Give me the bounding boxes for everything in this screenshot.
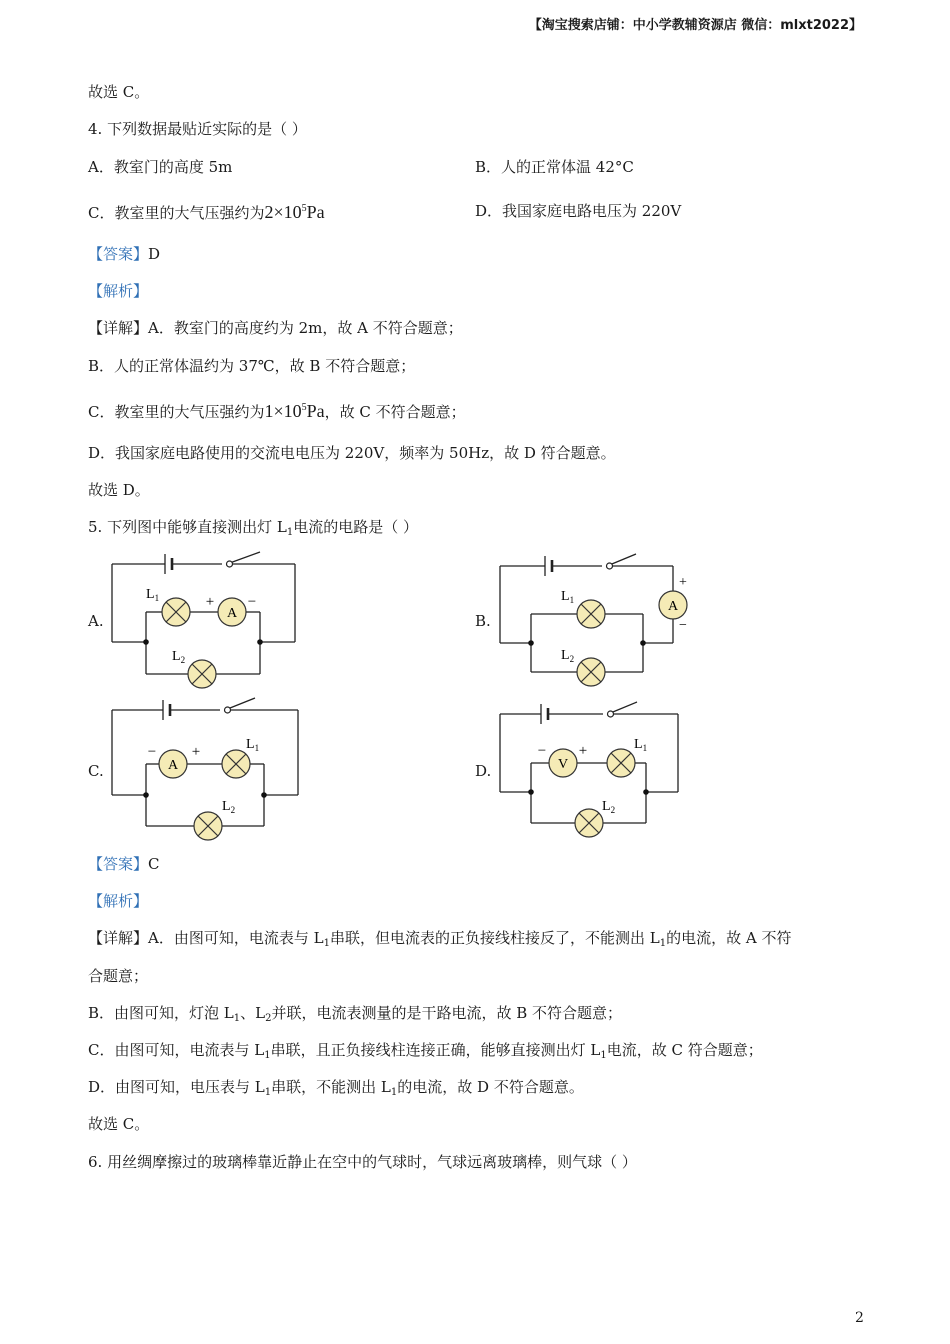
lamp-l1-icon — [577, 600, 605, 628]
switch-pivot-icon — [225, 707, 231, 713]
ammeter-bottom-terminal-sign: − — [679, 618, 687, 633]
lamp-l1-label: $L_1$ — [561, 589, 575, 605]
lamp-l1-icon — [222, 750, 250, 778]
lamp-l1-label: $L_1$ — [246, 737, 260, 753]
lamp-l2-label: $L_2$ — [222, 799, 236, 815]
q4-answer: 【答案】D — [88, 245, 161, 263]
page-header: 【淘宝搜索店铺：中小学教辅资源店 微信：mlxt2022】 — [528, 18, 862, 33]
switch-pivot-icon — [227, 561, 233, 567]
q4-stem: 4. 下列数据最贴近实际的是（ ） — [88, 120, 307, 138]
q5-conclusion: 故选 C。 — [88, 1115, 150, 1133]
q4-conclusion: 故选 D。 — [88, 481, 150, 499]
q4-detail-b: B．人的正常体温约为 37℃，故 B 不符合题意； — [88, 357, 416, 375]
ammeter-left-terminal-sign: + — [205, 594, 215, 610]
q6-stem: 6. 用丝绸摩擦过的玻璃棒靠近静止在空中的气球时，气球远离玻璃棒，则气球（ ） — [88, 1153, 637, 1171]
lamp-l1-label: $L_1$ — [146, 587, 160, 603]
q4-detail-a: 【详解】A．教室门的高度约为 2m，故 A 不符合题意； — [88, 319, 463, 337]
lamp-l1-icon — [607, 749, 635, 777]
figure-c-label: C. — [88, 762, 104, 780]
figure-a-circuit — [100, 548, 310, 693]
q5-detail-b: B．由图可知，灯泡 $L_1$、$L_2$并联，电流表测量的是干路电流，故 B 不符合题意； — [88, 1004, 623, 1024]
ammeter-right-terminal-sign: + — [191, 744, 201, 760]
lamp-l2-label: $L_2$ — [561, 648, 575, 664]
lamp-l2-icon — [194, 812, 222, 840]
ammeter-right-terminal-sign: − — [247, 594, 257, 610]
ammeter-left-terminal-sign: − — [147, 744, 157, 760]
q4-option-c-formula: $2\times 10^5Pa$ — [264, 202, 325, 222]
figure-b-circuit — [490, 548, 700, 693]
figure-c-circuit — [100, 692, 310, 837]
ammeter-icon — [159, 750, 187, 778]
q4-option-c-text: C．教室里的大气压强约为 — [88, 204, 265, 222]
q5-detail-c: C．由图可知，电流表与 $L_1$串联，且正负接线柱连接正确，能够直接测出灯 $L_1$电流，故 C 符合题意； — [88, 1041, 763, 1061]
lamp-l2-label: $L_2$ — [172, 649, 186, 665]
q4-option-b: B．人的正常体温 42°C — [475, 158, 634, 176]
ammeter-top-terminal-sign: + — [679, 575, 687, 590]
q5-stem: 5. 下列图中能够直接测出灯 $L_1$电流的电路是（ ） — [88, 518, 418, 538]
figure-b-label: B. — [475, 612, 491, 630]
lamp-l2-label: $L_2$ — [602, 799, 616, 815]
q4-option-a: A．教室门的高度 5m — [88, 158, 233, 176]
q3-conclusion: 故选 C。 — [88, 83, 150, 101]
svg-text:A: A — [226, 606, 238, 621]
q5-detail-a: 【详解】A．由图可知，电流表与 $L_1$串联，但电流表的正负接线柱接反了，不能测出 $L_1$的电流，故 A 不符 — [88, 929, 792, 949]
q4-analysis-tag: 【解析】 — [88, 282, 149, 300]
q5-answer: 【答案】C — [88, 855, 160, 873]
svg-text:V: V — [557, 757, 569, 772]
voltmeter-right-terminal-sign: + — [578, 743, 588, 759]
q4-option-d: D．我国家庭电路电压为 220V — [475, 202, 682, 220]
voltmeter-icon — [549, 749, 577, 777]
lamp-l1-label: $L_1$ — [634, 737, 648, 753]
page-number: 2 — [855, 1310, 864, 1326]
q5-detail-a-continued: 合题意； — [88, 967, 149, 985]
ammeter-icon — [659, 591, 687, 619]
switch-pivot-icon — [607, 563, 613, 569]
svg-text:A: A — [667, 599, 679, 614]
voltmeter-left-terminal-sign: − — [537, 743, 547, 759]
q4-detail-d: D．我国家庭电路使用的交流电电压为 220V，频率为 50Hz，故 D 符合题意。 — [88, 444, 616, 462]
q5-analysis-tag: 【解析】 — [88, 892, 149, 910]
switch-pivot-icon — [608, 711, 614, 717]
lamp-l1-icon — [162, 598, 190, 626]
lamp-l2-icon — [577, 658, 605, 686]
figure-d-circuit — [490, 692, 700, 837]
figure-d-label: D. — [475, 762, 492, 780]
q4-option-c — [88, 199, 325, 223]
q5-detail-d: D．由图可知，电压表与 $L_1$串联，不能测出 $L_1$的电流，故 D 不符合题意。 — [88, 1078, 584, 1098]
q4-detail-c: C．教室里的大气压强约为$1\times 10^5Pa$，故 C 不符合题意； — [88, 401, 466, 421]
lamp-l2-icon — [575, 809, 603, 837]
q4-detail-c-formula: $1\times 10^5Pa$ — [264, 401, 325, 421]
figure-a-label: A. — [88, 612, 104, 630]
lamp-l2-icon — [188, 660, 216, 688]
ammeter-icon — [218, 598, 246, 626]
svg-text:A: A — [167, 758, 179, 773]
